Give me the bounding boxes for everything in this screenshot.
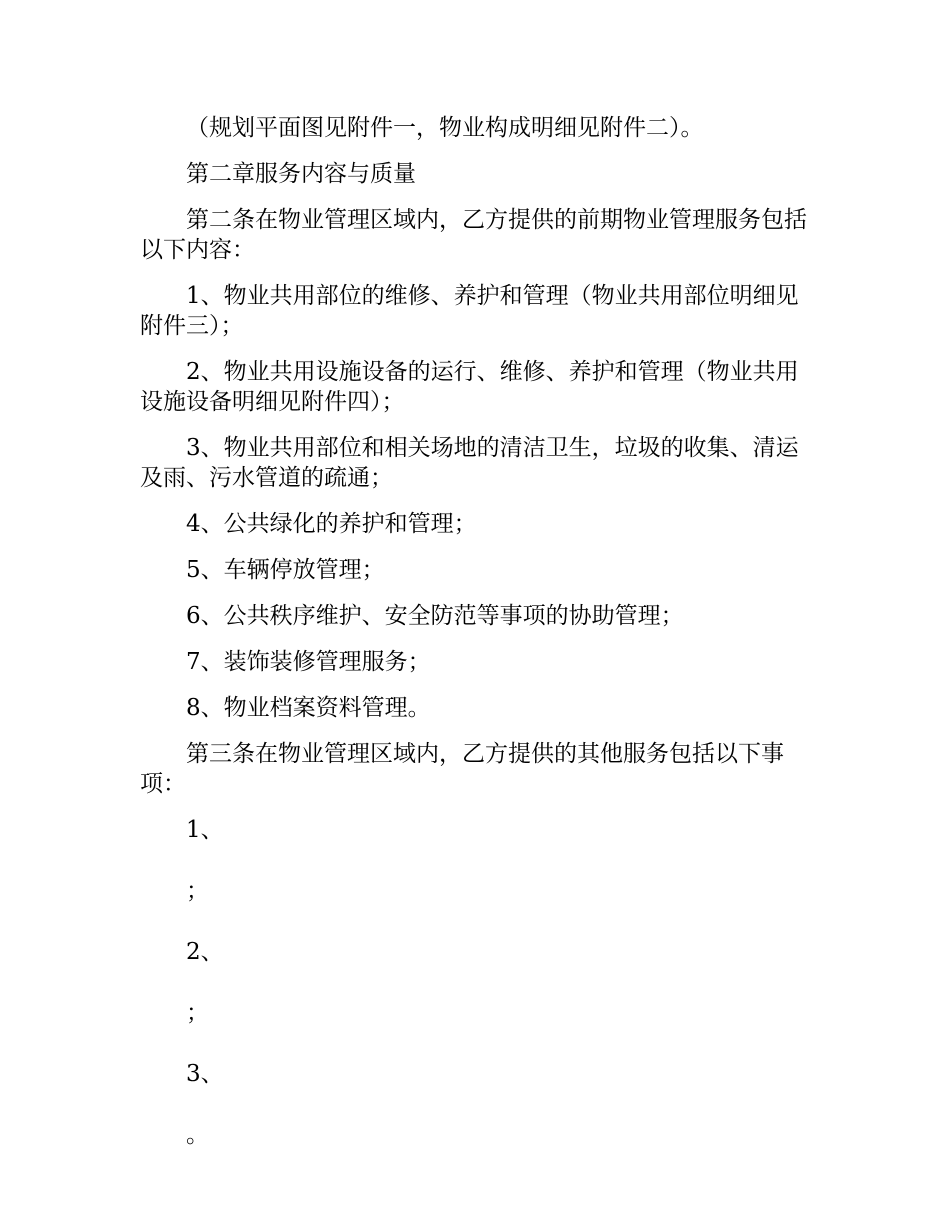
document-page xyxy=(140,100,812,1181)
article-two-item-6: 6、公共秩序维护、安全防范等事项的协助管理； xyxy=(186,603,684,629)
article-three-item-3: 3、 xyxy=(186,1061,224,1087)
article-two-item-4: 4、公共绿化的养护和管理； xyxy=(186,511,477,537)
article-two-item-2: 2、物业共用设施设备的运行、维修、养护和管理（物业共用设施设备明细见附件四）； xyxy=(140,359,799,415)
article-three: 第三条在物业管理区域内，乙方提供的其他服务包括以下事项： xyxy=(140,741,784,797)
article-two-item-5: 5、车辆停放管理； xyxy=(186,557,385,583)
article-two-item-1: 1、物业共用部位的维修、养护和管理（物业共用部位明细见附件三）； xyxy=(140,283,799,339)
article-three-item-2: 2、 xyxy=(186,939,224,965)
article-three-item-1: 1、 xyxy=(186,817,224,843)
article-two-item-7: 7、装饰装修管理服务； xyxy=(186,649,431,675)
chapter-heading: 第二章服务内容与质量 xyxy=(186,161,416,187)
article-three-item-3-end: 。 xyxy=(186,1122,209,1148)
article-two-item-8: 8、物业档案资料管理。 xyxy=(186,695,431,721)
article-two-item-3: 3、物业共用部位和相关场地的清洁卫生，垃圾的收集、清运及雨、污水管道的疏通； xyxy=(140,435,799,491)
paragraph-attachment-note: （规划平面图见附件一，物业构成明细见附件二）。 xyxy=(186,115,704,141)
article-two: 第二条在物业管理区域内，乙方提供的前期物业管理服务包括以下内容： xyxy=(140,207,807,263)
article-three-item-1-end: ； xyxy=(186,878,209,904)
article-three-item-2-end: ； xyxy=(186,1000,209,1026)
